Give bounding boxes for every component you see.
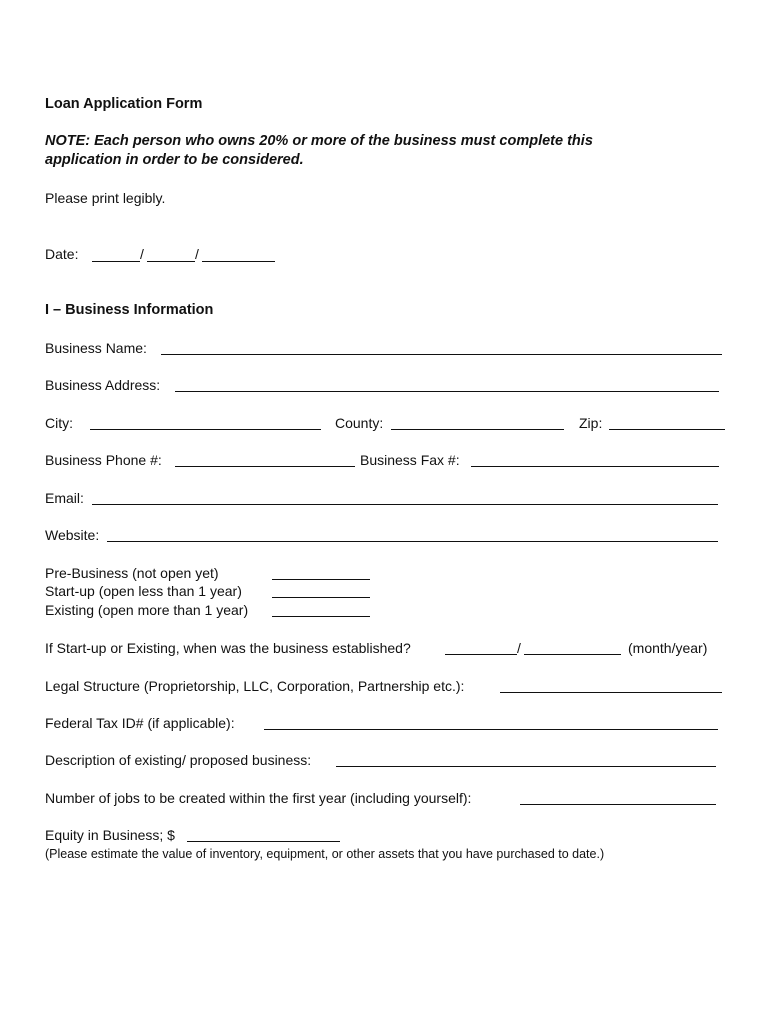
- equity-label: Equity in Business; $: [45, 827, 175, 843]
- county-field[interactable]: [391, 429, 564, 430]
- note-line-2: application in order to be considered.: [45, 152, 304, 168]
- date-year-field[interactable]: [202, 261, 275, 262]
- business-address-field[interactable]: [175, 391, 719, 392]
- stage-pre-business-field[interactable]: [272, 579, 370, 580]
- business-phone-label: Business Phone #:: [45, 452, 162, 468]
- stage-startup-label: Start-up (open less than 1 year): [45, 583, 242, 599]
- equity-field[interactable]: [187, 841, 340, 842]
- business-fax-label: Business Fax #:: [360, 452, 460, 468]
- established-separator: /: [517, 640, 521, 656]
- date-separator: /: [195, 246, 199, 262]
- business-address-label: Business Address:: [45, 377, 161, 393]
- form-title: Loan Application Form: [45, 96, 203, 112]
- established-label: If Start-up or Existing, when was the business established?: [45, 640, 411, 656]
- stage-startup-field[interactable]: [272, 597, 370, 598]
- stage-existing-field[interactable]: [272, 616, 370, 617]
- city-field[interactable]: [90, 429, 321, 430]
- established-year-field[interactable]: [524, 654, 621, 655]
- zip-label: Zip:: [579, 415, 603, 431]
- established-month-field[interactable]: [445, 654, 517, 655]
- legal-structure-label: Legal Structure (Proprietorship, LLC, Corporation, Partnership etc.):: [45, 678, 465, 694]
- tax-id-label: Federal Tax ID# (if applicable):: [45, 715, 235, 731]
- date-month-field[interactable]: [92, 261, 140, 262]
- print-instruction: Please print legibly.: [45, 190, 166, 206]
- website-label: Website:: [45, 527, 100, 543]
- business-name-label: Business Name:: [45, 340, 147, 356]
- email-label: Email:: [45, 490, 84, 506]
- jobs-field[interactable]: [520, 804, 716, 805]
- date-separator: /: [140, 246, 144, 262]
- business-phone-field[interactable]: [175, 466, 355, 467]
- stage-existing-label: Existing (open more than 1 year): [45, 602, 249, 618]
- business-fax-field[interactable]: [471, 466, 719, 467]
- county-label: County:: [335, 415, 384, 431]
- tax-id-field[interactable]: [264, 729, 718, 730]
- date-label: Date:: [45, 246, 79, 262]
- website-field[interactable]: [107, 541, 718, 542]
- legal-structure-field[interactable]: [500, 692, 722, 693]
- city-label: City:: [45, 415, 73, 431]
- note-line-1: NOTE: Each person who owns 20% or more of the business must complete this: [45, 133, 593, 149]
- date-day-field[interactable]: [147, 261, 195, 262]
- equity-note: (Please estimate the value of inventory, equipment, or other assets that you have purchased to date.): [45, 847, 605, 861]
- zip-field[interactable]: [609, 429, 725, 430]
- section-title: I – Business Information: [45, 302, 214, 318]
- description-label: Description of existing/ proposed business:: [45, 752, 312, 768]
- description-field[interactable]: [336, 766, 716, 767]
- business-name-field[interactable]: [161, 354, 722, 355]
- jobs-label: Number of jobs to be created within the first year (including yourself):: [45, 790, 472, 806]
- stage-pre-business-label: Pre-Business (not open yet): [45, 565, 219, 581]
- established-suffix: (month/year): [628, 640, 708, 656]
- email-field[interactable]: [92, 504, 718, 505]
